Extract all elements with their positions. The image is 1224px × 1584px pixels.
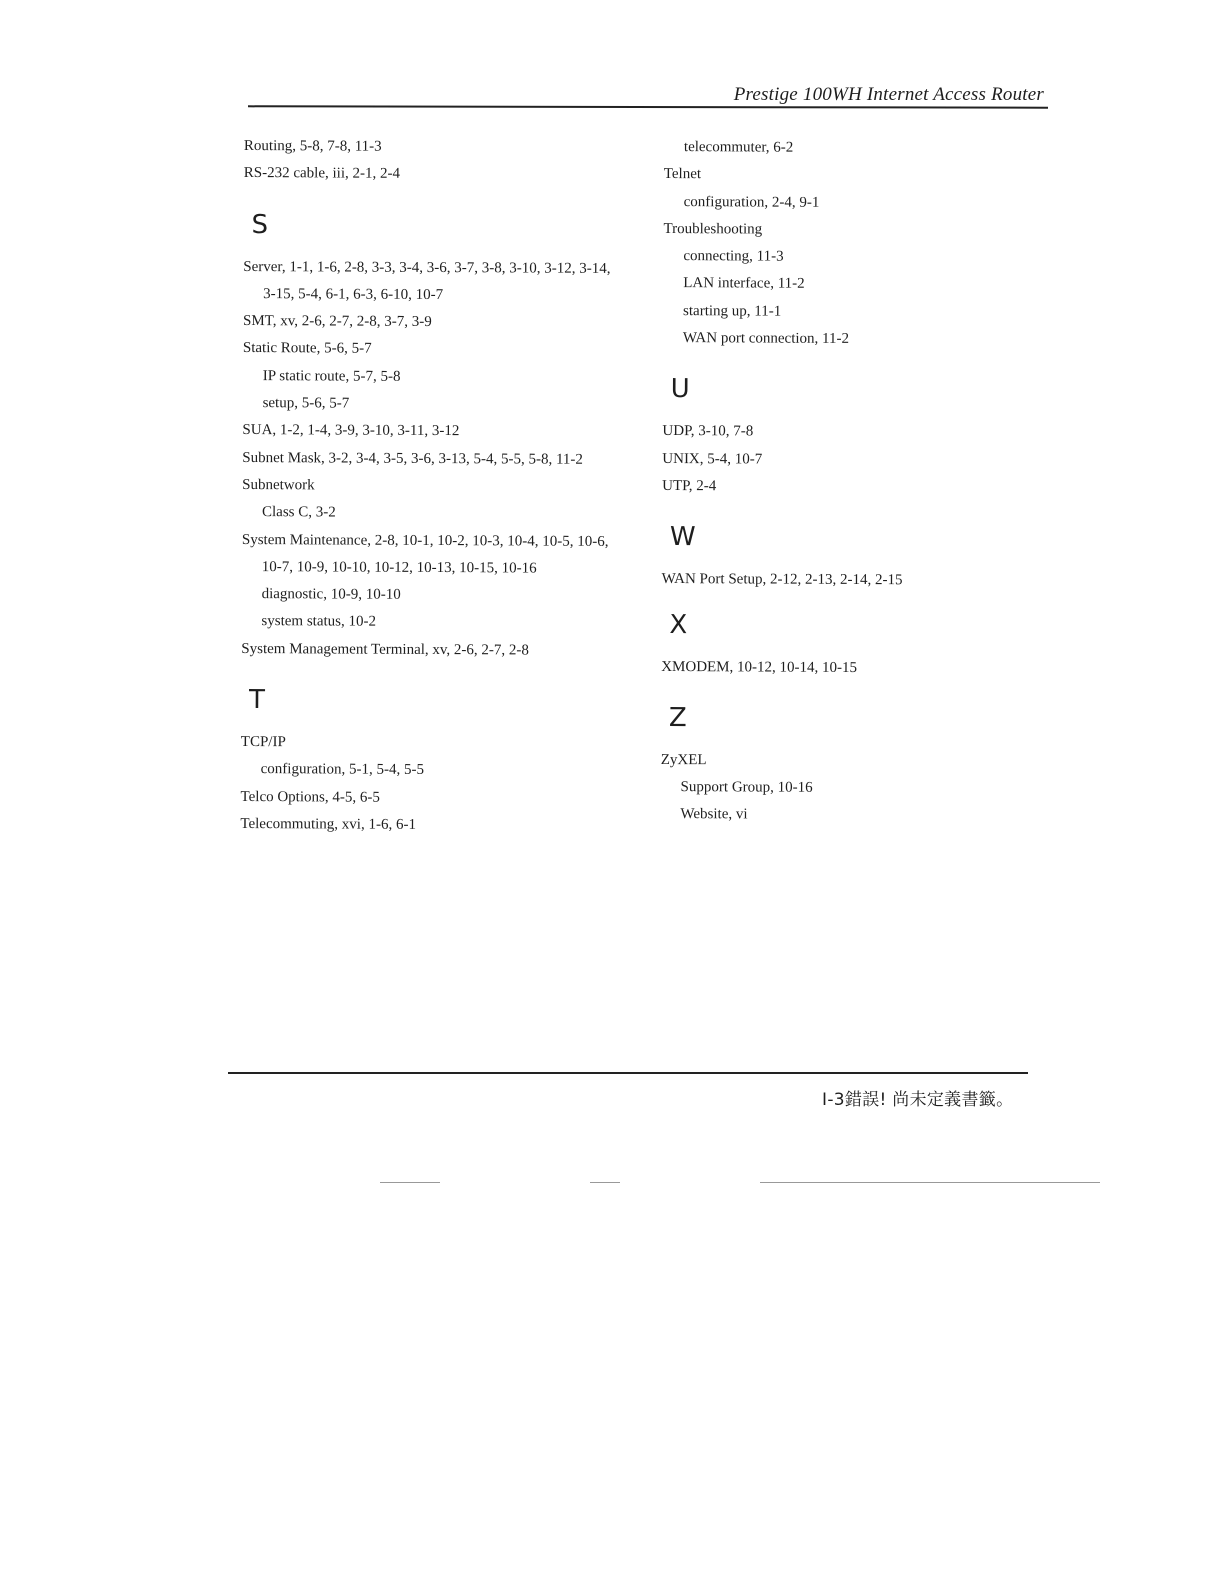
index-subentry: Class C, 3-2 — [261, 504, 336, 521]
index-subentry: WAN port connection, 11-2 — [682, 330, 850, 348]
section-letter-w: W — [669, 522, 696, 553]
index-subentry: LAN interface, 11-2 — [683, 275, 805, 293]
index-entry: Troubleshooting — [663, 220, 763, 238]
index-entry: SUA, 1-2, 1-4, 3-9, 3-10, 3-11, 3-12 — [242, 422, 460, 440]
running-header-title: Prestige 100WH Internet Access Router — [733, 84, 1044, 105]
index-subentry: configuration, 2-4, 9-1 — [683, 193, 820, 211]
index-entry: RS-232 cable, iii, 2-1, 2-4 — [243, 165, 401, 183]
index-subentry: Support Group, 10-16 — [680, 779, 813, 796]
index-entry: WAN Port Setup, 2-12, 2-13, 2-14, 2-15 — [661, 571, 903, 589]
header-rule — [248, 105, 1048, 108]
section-letter-t: T — [248, 685, 265, 716]
footer-page-number: I-3錯誤! 尚未定義書籤。 — [822, 1090, 1014, 1110]
index-entry: Static Route, 5-6, 5-7 — [242, 340, 372, 358]
section-letter-s: S — [251, 209, 269, 240]
index-subentry: telecommuter, 6-2 — [683, 139, 794, 156]
index-entry: Subnet Mask, 3-2, 3-4, 3-5, 3-6, 3-13, 5-4, 5-5, 5-8, 11-2 — [242, 449, 583, 468]
index-entry: Routing, 5-8, 7-8, 11-3 — [243, 137, 382, 155]
index-entry: UDP, 3-10, 7-8 — [662, 423, 754, 440]
index-entry: Server, 1-1, 1-6, 2-8, 3-3, 3-4, 3-6, 3-7, 3-8, 3-10, 3-12, 3-14, 3-15, 5-4, 6-1, 6-3, 6-10, 10-7 — [243, 258, 611, 303]
scan-artifact — [590, 1182, 620, 1183]
index-column-right — [660, 134, 1044, 831]
index-entry: Telco Options, 4-5, 6-5 — [240, 788, 380, 806]
section-letter-z: Z — [668, 702, 687, 733]
index-subentry: diagnostic, 10-9, 10-10 — [261, 586, 401, 603]
index-subentry: connecting, 11-3 — [683, 248, 784, 265]
scan-artifact — [760, 1182, 1100, 1183]
index-entry: System Management Terminal, xv, 2-6, 2-7, 2-8 — [241, 640, 529, 659]
index-entry: XMODEM, 10-12, 10-14, 10-15 — [661, 658, 858, 676]
index-entry: UNIX, 5-4, 10-7 — [662, 450, 763, 468]
index-entry: Subnetwork — [242, 476, 315, 494]
index-entry: Telecommuting, xvi, 1-6, 6-1 — [240, 815, 417, 833]
index-entry: UTP, 2-4 — [662, 477, 717, 495]
index-subentry: configuration, 5-1, 5-4, 5-5 — [260, 761, 425, 779]
section-letter-x: X — [669, 609, 688, 640]
index-entry: SMT, xv, 2-6, 2-7, 2-8, 3-7, 3-9 — [242, 313, 432, 331]
index-entry: ZyXEL — [660, 751, 707, 769]
index-entry: Telnet — [663, 166, 702, 183]
index-column-left — [240, 133, 624, 840]
index-subentry: starting up, 11-1 — [683, 302, 782, 320]
footer-rule — [228, 1072, 1028, 1074]
section-letter-u: U — [670, 374, 690, 405]
index-entry: System Maintenance, 2-8, 10-1, 10-2, 10-3, 10-4, 10-5, 10-6, 10-7, 10-9, 10-10, 10-12, 10-13, 10-15, 10-16 — [241, 531, 609, 577]
scan-artifact — [380, 1182, 440, 1183]
index-subentry: system status, 10-2 — [261, 613, 377, 631]
index-subentry: IP static route, 5-7, 5-8 — [262, 367, 401, 385]
index-subentry: setup, 5-6, 5-7 — [262, 395, 350, 412]
index-subentry: Website, vi — [680, 806, 748, 823]
index-entry: TCP/IP — [240, 734, 286, 751]
